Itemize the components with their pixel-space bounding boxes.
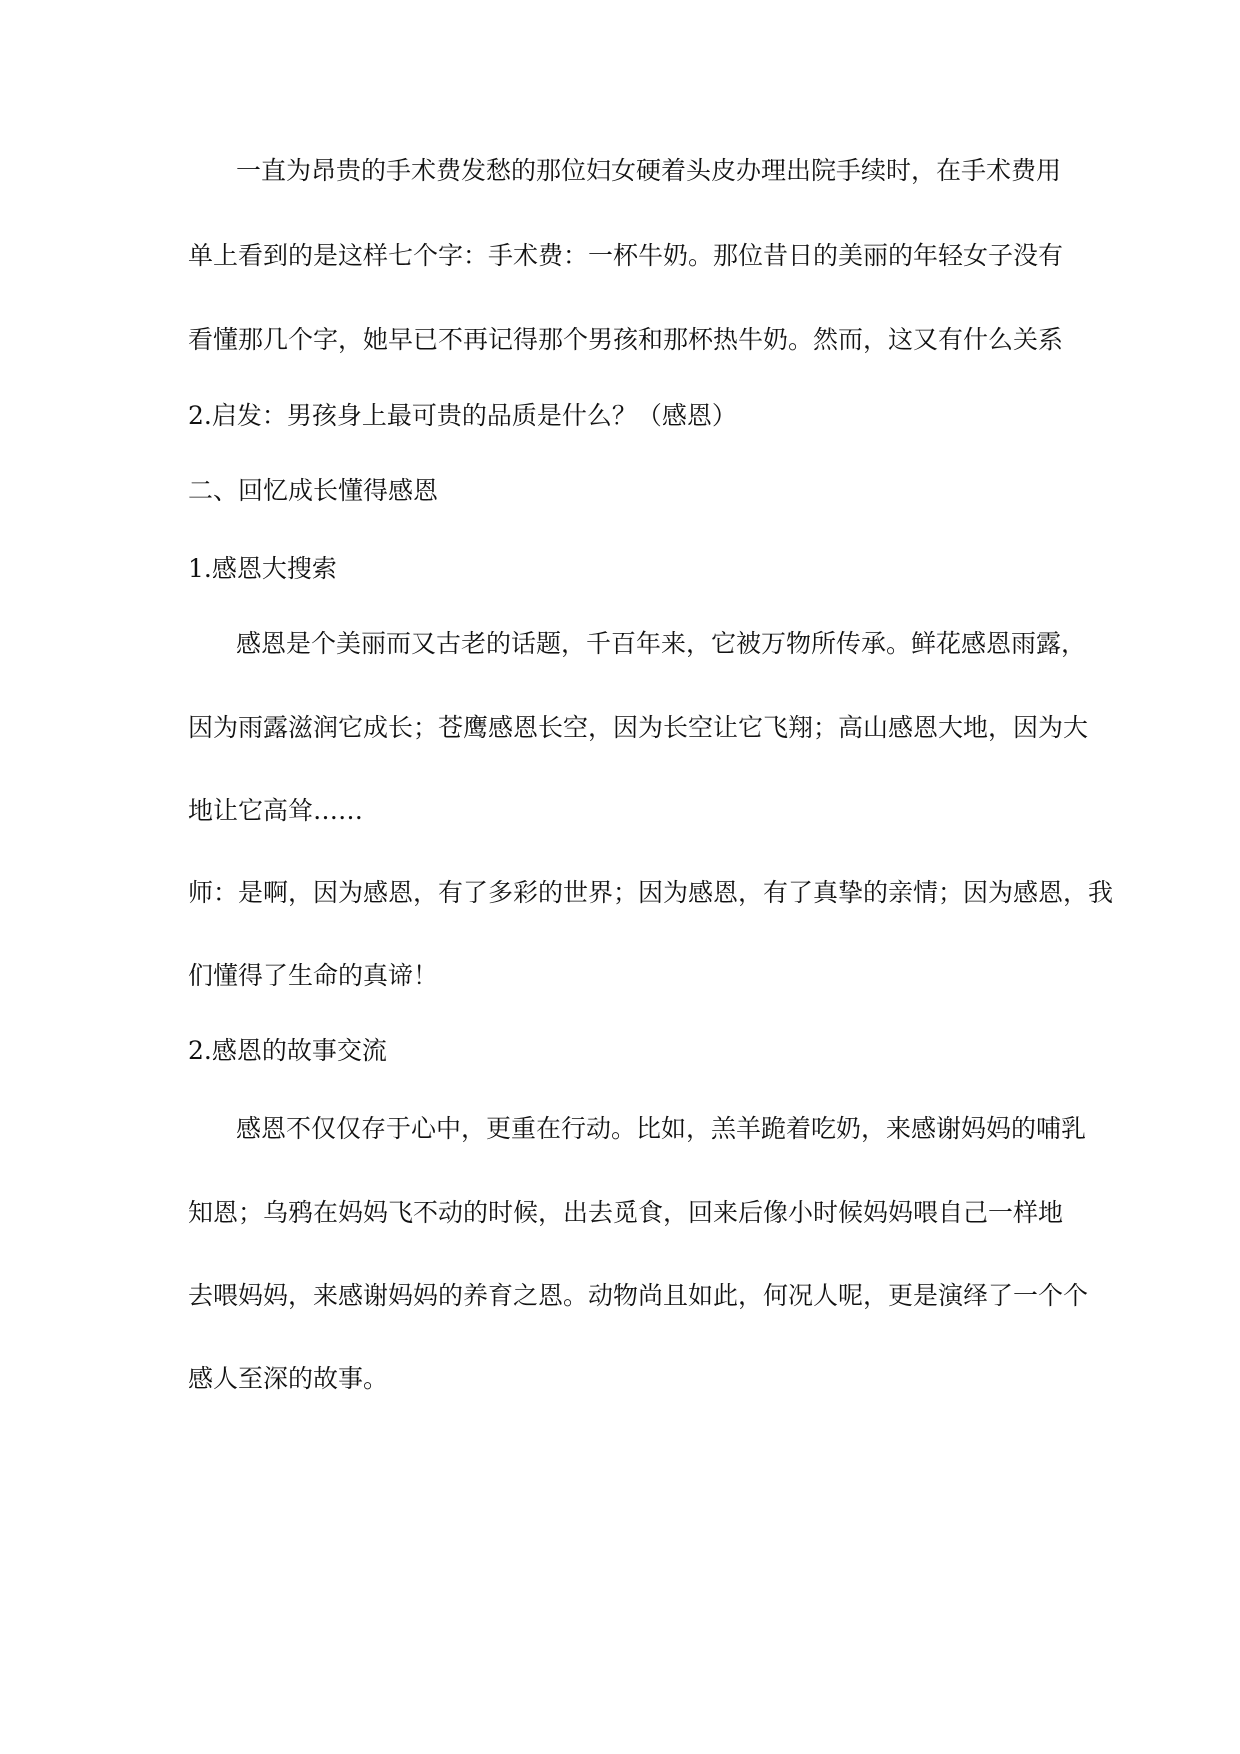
paragraph-line-2: 单上看到的是这样七个字：手术费：一杯牛奶。那位昔日的美丽的年轻女子没有 bbox=[188, 241, 1064, 270]
paragraph-line-1: 一直为昂贵的手术费发愁的那位妇女硬着头皮办理出院手续时，在手术费用 bbox=[236, 156, 1062, 185]
subsection-heading-2: 2.感恩的故事交流 bbox=[188, 1036, 387, 1065]
question-line: 2.启发：男孩身上最可贵的品质是什么？（感恩） bbox=[188, 401, 737, 430]
paragraph-line-7: 感恩不仅仅存于心中，更重在行动。比如，羔羊跪着吃奶，来感谢妈妈的哺乳 bbox=[236, 1114, 1087, 1143]
paragraph-line-10: 感人至深的故事。 bbox=[188, 1364, 389, 1393]
paragraph-line-4: 感恩是个美丽而又古老的话题，千百年来，它被万物所传承。鲜花感恩雨露， bbox=[236, 629, 1087, 658]
section-heading: 二、回忆成长懂得感恩 bbox=[188, 476, 439, 505]
teacher-line-1: 师：是啊，因为感恩，有了多彩的世界；因为感恩，有了真挚的亲情；因为感恩，我 bbox=[188, 878, 1114, 907]
paragraph-line-9: 去喂妈妈，来感谢妈妈的养育之恩。动物尚且如此，何况人呢，更是演绎了一个个 bbox=[188, 1281, 1089, 1310]
paragraph-line-8: 知恩；乌鸦在妈妈飞不动的时候，出去觅食，回来后像小时候妈妈喂自己一样地 bbox=[188, 1198, 1064, 1227]
paragraph-line-3: 看懂那几个字，她早已不再记得那个男孩和那杯热牛奶。然而，这又有什么关系 bbox=[188, 325, 1064, 354]
paragraph-line-5: 因为雨露滋润它成长；苍鹰感恩长空，因为长空让它飞翔；高山感恩大地，因为大 bbox=[188, 713, 1089, 742]
subsection-heading-1: 1.感恩大搜索 bbox=[188, 554, 337, 583]
paragraph-line-6: 地让它高耸…… bbox=[188, 796, 364, 825]
teacher-line-2: 们懂得了生命的真谛！ bbox=[188, 961, 439, 990]
